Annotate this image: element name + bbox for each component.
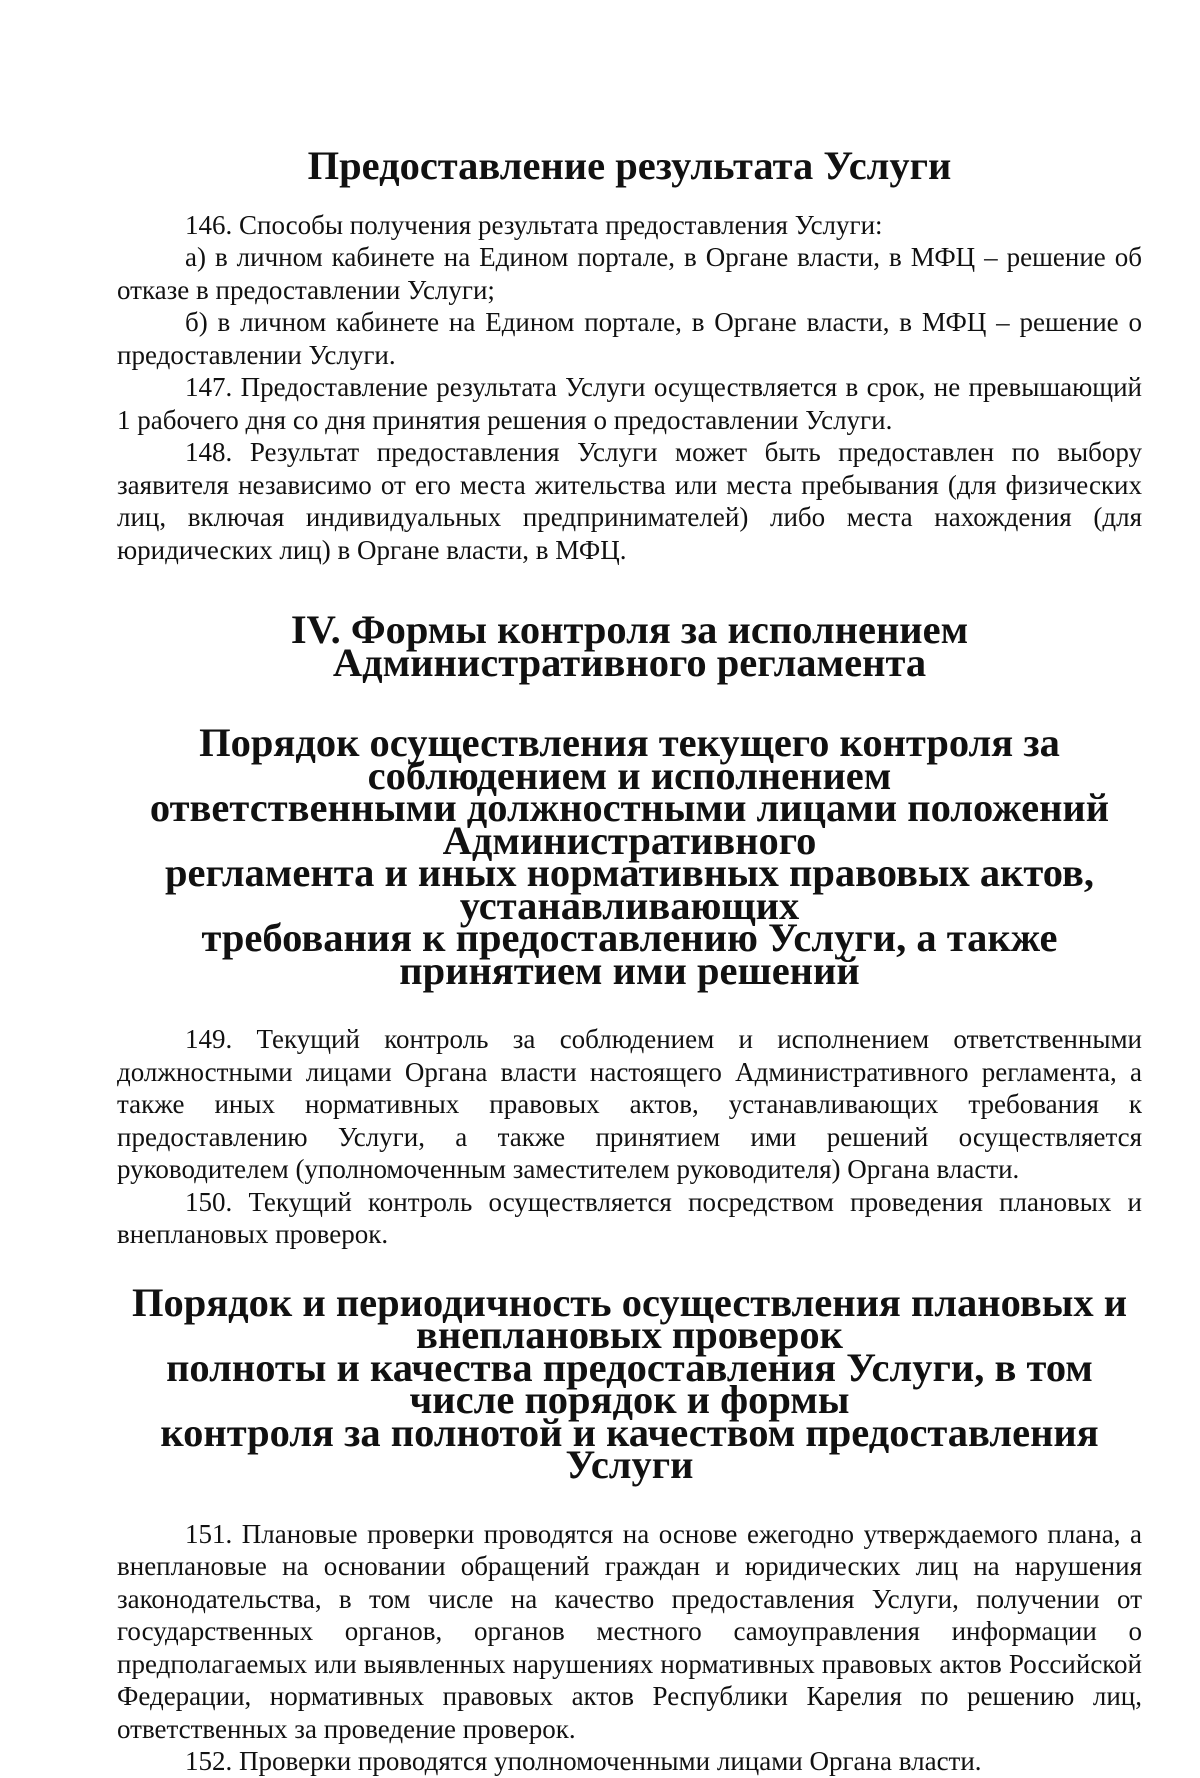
heading-line: требования к предоставлению Услуги, а также принятием ими решений (201, 915, 1058, 993)
paragraph-152: 152. Проверки проводятся уполномоченными лицами Органа власти. (185, 1746, 982, 1776)
heading-line: регламента и иных нормативных правовых актов, устанавливающих (164, 850, 1095, 928)
paragraph-150: 150. Текущий контроль осуществляется посредством проведения плановых и внеплановых проверок. (117, 1186, 1142, 1249)
section-title-current-control (117, 720, 1142, 993)
chapter-title-iv: IV. Формы контроля за исполнением Административного регламента (290, 607, 969, 685)
document-page (117, 143, 1142, 1778)
paragraph-146a: а) в личном кабинете на Едином портале, в Органе власти, в МФЦ – решение об отказе в предоставлении Услуги; (117, 242, 1142, 305)
paragraph-147: 147. Предоставление результата Услуги осуществляется в срок, не превышающий 1 рабочего дня со дня принятия решения о предоставлении Услуги. (117, 372, 1142, 435)
paragraph-148: 148. Результат предоставления Услуги может быть предоставлен по выбору заявителя независимо от его места жительства или места пребывания (для физических лиц, включая индивидуальных предпринимателей) либо места нахождения (для юридических лиц) в Органе власти, в МФЦ. (117, 437, 1142, 565)
paragraph-149: 149. Текущий контроль за соблюдением и исполнением ответственными должностными лицами Органа власти настоящего Административного регламента, а также иных нормативных правовых актов, устанавливающих требования к предоставлению Услуги, а также принятием ими решений осуществляется руководителем (уполномоченным заместителем руководителя) Органа власти. (117, 1024, 1142, 1184)
heading-line: Порядок и периодичность осуществления плановых и внеплановых проверок (131, 1279, 1128, 1357)
section-title-checks (117, 1279, 1142, 1487)
heading-line: ответственными должностными лицами положений Административного (149, 785, 1110, 863)
paragraph-146: 146. Способы получения результата предоставления Услуги: (185, 209, 883, 240)
heading-line: контроля за полнотой и качеством предоставления Услуги (160, 1409, 1099, 1487)
paragraph-151: 151. Плановые проверки проводятся на основе ежегодно утверждаемого плана, а внеплановые на основании обращений граждан и юридических лиц на нарушения законодательства, в том числе на качество предоставления Услуги, получении от государственных органов, органов местного самоуправления информации о предполагаемых или выявленных нарушениях нормативных правовых актов Российской Федерации, нормативных правовых актов Республики Карелия по решению лиц, ответственных за проведение проверок. (117, 1518, 1142, 1744)
heading-line: Порядок осуществления текущего контроля за соблюдением и исполнением (199, 720, 1060, 798)
heading-line: полноты и качества предоставления Услуги, в том числе порядок и формы (166, 1344, 1093, 1422)
section-title-result: Предоставление результата Услуги (307, 143, 952, 188)
paragraph-146b: б) в личном кабинете на Едином портале, в Органе власти, в МФЦ – решение о предоставлении Услуги. (117, 307, 1142, 370)
